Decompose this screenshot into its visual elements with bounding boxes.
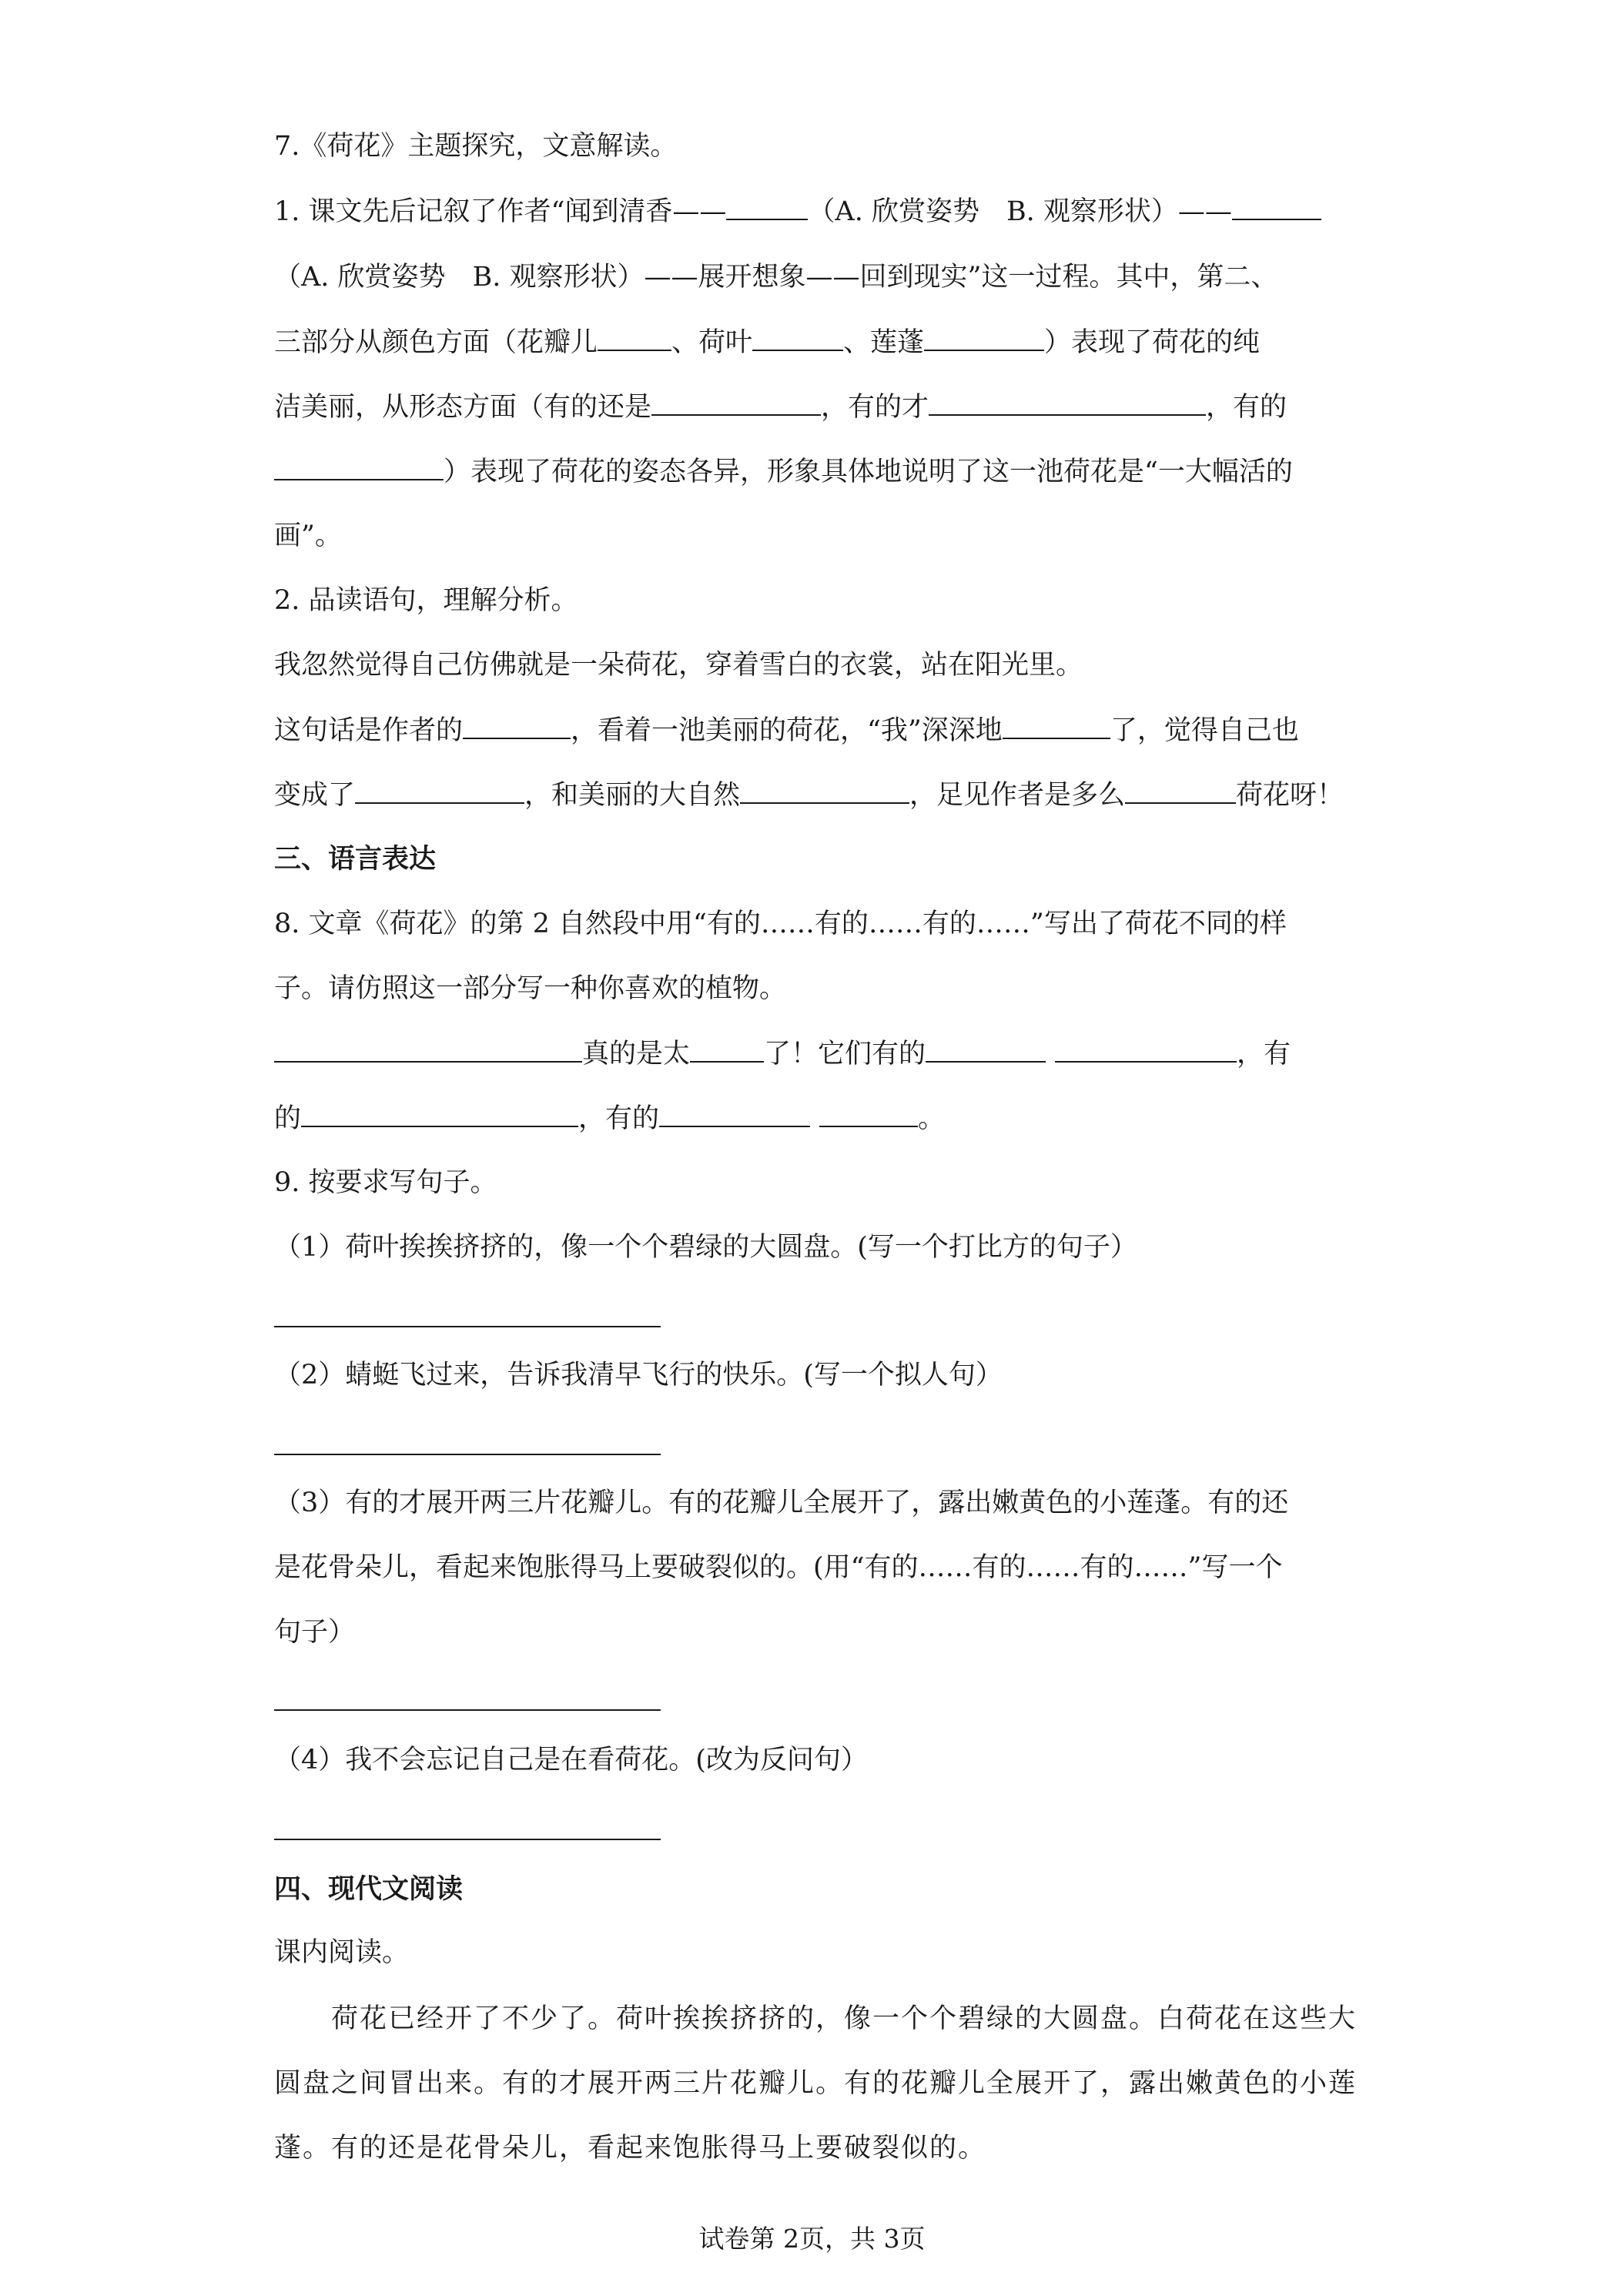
fill-blank[interactable]: [740, 776, 909, 804]
fill-blank[interactable]: [355, 776, 524, 804]
section4-sub: 课内阅读。: [274, 1937, 410, 1968]
fill-blank[interactable]: [819, 1099, 918, 1127]
text: （A. 欣赏姿势 B. 观察形状）——: [808, 196, 1232, 227]
q7-p1-line5: [274, 453, 1293, 490]
q7-title: 7.《荷花》主题探究，文意解读。: [274, 131, 678, 162]
fill-blank[interactable]: [929, 388, 1206, 416]
text: 荷花呀！: [1236, 780, 1344, 811]
text: 真的是太: [582, 1039, 691, 1069]
fill-blank[interactable]: [598, 323, 671, 351]
q9-3-line2: 是花骨朵儿，看起来饱胀得马上要破裂似的。(用“有的……有的……有的……”写一个: [274, 1552, 1283, 1583]
fill-blank[interactable]: [726, 192, 808, 220]
q7-p2-line1: [274, 711, 1299, 749]
q7-p1-line1: [274, 192, 1321, 230]
fill-blank[interactable]: [274, 453, 444, 480]
q9-title: 9. 按要求写句子。: [274, 1167, 497, 1198]
passage-line1: 荷花已经开了不少了。荷叶挨挨挤挤的，像一个个碧绿的大圆盘。白荷花在这些大: [331, 2003, 1358, 2034]
fill-blank[interactable]: [463, 711, 571, 739]
section4-heading: 四、现代文阅读: [274, 1873, 464, 1905]
text: 变成了: [274, 780, 356, 811]
q7-p1-line4: [274, 388, 1287, 426]
answer-line[interactable]: [274, 1709, 661, 1711]
fill-blank[interactable]: [1125, 776, 1236, 804]
text: ，有的: [1206, 392, 1287, 423]
text: 这句话是作者的: [274, 715, 464, 746]
q7-p2-line2: [274, 776, 1344, 814]
fill-blank[interactable]: [924, 323, 1044, 351]
q8-fill-line1: [274, 1035, 1291, 1073]
text: 1. 课文先后记叙了作者“闻到清香——: [274, 196, 727, 227]
q7-p2-title: 2. 品读语句，理解分析。: [274, 585, 578, 616]
passage-line2: 圆盘之间冒出来。有的才展开两三片花瓣儿。有的花瓣儿全展开了，露出嫩黄色的小莲: [274, 2068, 1358, 2099]
page-footer: 试卷第 2页，共 3页: [698, 2224, 926, 2254]
q7-p1-line6: 画”。: [274, 520, 342, 551]
q9-4: （4）我不会忘记自己是在看荷花。(改为反问句）: [274, 1745, 868, 1776]
q8-line2: 子。请仿照这一部分写一种你喜欢的植物。: [274, 973, 787, 1004]
q7-p1-line3: [274, 323, 1260, 361]
fill-blank[interactable]: [690, 1035, 764, 1063]
text: 洁美丽，从形态方面（有的还是: [274, 392, 652, 423]
text: ，有的才: [821, 392, 929, 423]
text: 、荷叶: [671, 327, 753, 358]
text: 、莲蓬: [843, 327, 925, 358]
text: 了！它们有的: [764, 1039, 926, 1069]
q9-1: （1）荷叶挨挨挤挤的，像一个个碧绿的大圆盘。(写一个打比方的句子）: [274, 1232, 1137, 1263]
q9-2: （2）蜻蜓飞过来，告诉我清早飞行的快乐。(写一个拟人句）: [274, 1360, 1003, 1391]
q9-3-line3: 句子）: [274, 1617, 356, 1648]
q8-fill-line2: [274, 1099, 945, 1137]
answer-line[interactable]: [274, 1326, 661, 1327]
text: ，看着一池美丽的荷花，“我”深深地: [571, 715, 1003, 746]
answer-line[interactable]: [274, 1454, 661, 1455]
section3-heading: 三、语言表达: [274, 843, 437, 875]
fill-blank[interactable]: [651, 388, 821, 416]
text: ，和美丽的大自然: [524, 780, 741, 811]
q7-p2-quote: 我忽然觉得自己仿佛就是一朵荷花，穿着雪白的衣裳，站在阳光里。: [274, 650, 1083, 681]
text: 三部分从颜色方面（花瓣儿: [274, 327, 598, 358]
q9-3-line1: （3）有的才展开两三片花瓣儿。有的花瓣儿全展开了，露出嫩黄色的小莲蓬。有的还: [274, 1488, 1289, 1518]
fill-blank[interactable]: [659, 1099, 810, 1127]
fill-blank[interactable]: [752, 323, 843, 351]
q7-p1-line2: （A. 欣赏姿势 B. 观察形状）——展开想象——回到现实”这一过程。其中，第二、: [274, 262, 1278, 293]
fill-blank[interactable]: [274, 1035, 582, 1063]
fill-blank[interactable]: [926, 1035, 1046, 1063]
text: 了，觉得自己也: [1110, 715, 1299, 746]
fill-blank[interactable]: [301, 1099, 578, 1127]
text: ，有: [1237, 1039, 1291, 1069]
text: 的: [274, 1103, 302, 1134]
text: ，足见作者是多么: [909, 780, 1126, 811]
text: 。: [918, 1103, 946, 1134]
q8-line1: 8. 文章《荷花》的第 2 自然段中用“有的……有的……有的……”写出了荷花不同的样: [274, 909, 1287, 939]
fill-blank[interactable]: [1003, 711, 1110, 739]
passage-line3: 蓬。有的还是花骨朵儿，看起来饱胀得马上要破裂似的。: [274, 2133, 987, 2164]
text: ）表现了荷花的姿态各异，形象具体地说明了这一池荷花是“一大幅活的: [444, 457, 1293, 487]
text: ）表现了荷花的纯: [1044, 327, 1261, 358]
answer-line[interactable]: [274, 1839, 661, 1840]
text: ，有的: [578, 1103, 660, 1134]
fill-blank[interactable]: [1232, 192, 1321, 220]
fill-blank[interactable]: [1055, 1035, 1237, 1063]
